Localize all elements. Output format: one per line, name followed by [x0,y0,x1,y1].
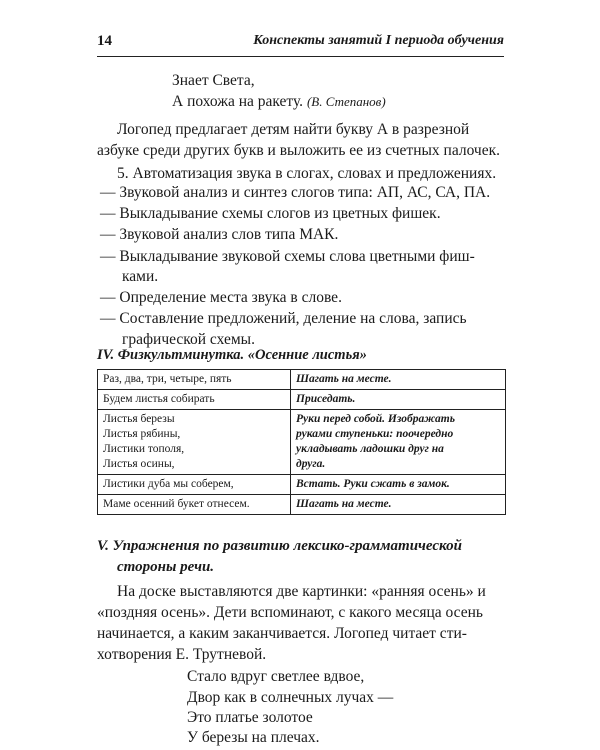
table-cell: Шагать на месте. [291,495,506,515]
poem1-line-2: А похожа на ракету. (В. Степанов) [172,93,386,110]
section5-item-cont: графической схемы. [122,331,255,348]
table-cell: Маме осенний букет отнесем. [98,495,291,515]
section-v-title-2: стороны речи. [117,559,215,575]
section5-item: — Составление предложений, деление на слова, запись [100,310,467,327]
table-row [98,495,506,515]
section5-item: — Выкладывание схемы слогов из цветных фишек. [100,205,441,222]
page-number: 14 [97,33,112,49]
poem2-line: Стало вдруг светлее вдвое, [187,668,365,685]
poem2-line: Двор как в солнечных лучах — [187,689,394,706]
para1-line-2: азбуке среди других букв и выложить ее из счетных палочек. [97,142,501,159]
para1-line-1: Логопед предлагает детям найти букву А в разрезной [117,121,470,138]
section5-item-cont: ками. [122,268,159,285]
section5-title: 5. Автоматизация звука в слогах, словах и предложениях. [117,165,497,182]
section-v-title-1: V. Упражнения по развитию лексико-грамматической [97,538,462,554]
poem2-line: У березы на плечах. [187,729,320,746]
section5-item: — Звуковой анализ и синтез слогов типа: АП, АС, СА, ПА. [100,184,491,201]
section-v-para-line: «поздняя осень». Дети вспоминают, с какого месяца осень [97,604,483,621]
section-v-para-line: начинается, а каким заканчивается. Логопед читает сти- [97,625,467,642]
section5-item: — Звуковой анализ слов типа МАК. [100,226,339,243]
fiz-title: IV. Физкультминутка. «Осенние листья» [97,347,367,363]
table-cell: Будем листья собирать [98,390,291,410]
header-rule [97,56,504,57]
table-cell: Листья березы Листья рябины, Листики тополя, Листья осины, [98,410,291,475]
section-v-para-line: На доске выставляются две картинки: «ранняя осень» и [117,583,486,600]
running-title: Конспекты занятий I периода обучения [253,33,504,48]
table-cell: Раз, два, три, четыре, пять [98,370,291,390]
poem2-line: Это платье золотое [187,709,313,726]
section5-item: — Определение места звука в слове. [100,289,342,306]
table-cell: Шагать на месте. [291,370,506,390]
table-row [98,475,506,495]
poem1-line-1: Знает Света, [172,72,255,89]
table-row [98,370,506,390]
table-cell: Встать. Руки сжать в замок. [291,475,506,495]
page-header [97,33,504,55]
section5-item: — Выкладывание звуковой схемы слова цветными фиш- [100,248,475,265]
fiz-table [97,369,506,515]
poem1-attribution: (В. Степанов) [306,94,386,109]
section-v-para-line: хотворения Е. Трутневой. [97,646,267,663]
table-cell: Руки перед собой. Изображать руками ступеньки: поочередно укладывать ладошки друг на друга. [291,410,506,475]
table-row [98,390,506,410]
table-row [98,410,506,475]
table-cell: Листики дуба мы соберем, [98,475,291,495]
table-cell: Приседать. [291,390,506,410]
